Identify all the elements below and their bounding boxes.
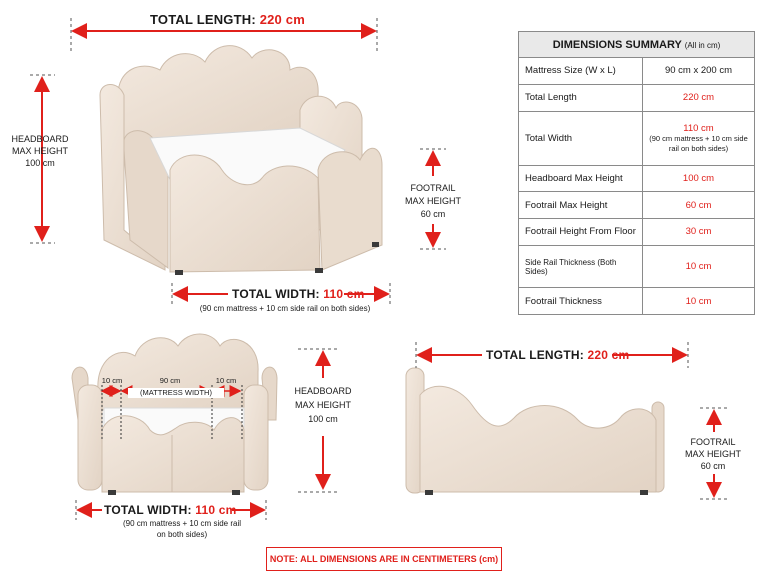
mattress-width-note: (MATTRESS WIDTH) xyxy=(128,388,224,398)
table-row: Footrail Thickness 10 cm xyxy=(519,288,755,315)
headboard-height-label: HEADBOARD MAX HEIGHT 100 cm xyxy=(11,134,69,168)
bed-front-view-illustration xyxy=(72,334,277,495)
rail-right-label: 10 cm xyxy=(215,376,237,385)
front-total-width-label: TOTAL WIDTH: 110 cm xyxy=(104,503,237,517)
total-width-label: TOTAL WIDTH: 110 cm xyxy=(232,287,365,301)
total-length-label: TOTAL LENGTH: 220 cm xyxy=(150,12,305,27)
table-row: Mattress Size (W x L) 90 cm x 200 cm xyxy=(519,58,755,85)
footrail-height-label: FOOTRAIL MAX HEIGHT 60 cm xyxy=(404,183,461,219)
side-total-length-label: TOTAL LENGTH: 220 cm xyxy=(486,348,630,362)
total-width-note: (90 cm mattress + 10 cm side rail on both sides) xyxy=(199,304,371,313)
side-footrail-height-label: FOOTRAIL MAX HEIGHT 60 cm xyxy=(684,437,741,471)
table-row: Headboard Max Height 100 cm xyxy=(519,165,755,192)
summary-title: DIMENSIONS SUMMARY (All in cm) xyxy=(519,32,755,58)
units-note: NOTE: ALL DIMENSIONS ARE IN CENTIMETERS (cm) xyxy=(266,547,502,571)
rail-left-label: 10 cm xyxy=(101,376,123,385)
mattress-width-label: 90 cm xyxy=(159,376,181,385)
dimensions-summary-table xyxy=(518,31,755,315)
table-row: Side Rail Thickness (Both Sides) 10 cm xyxy=(519,245,755,287)
table-row: Total Width 110 cm (90 cm mattress + 10 cm side rail on both sides) xyxy=(519,111,755,165)
front-headboard-height-label: HEADBOARD MAX HEIGHT 100 cm xyxy=(294,386,352,424)
bed-perspective-illustration xyxy=(100,46,382,275)
table-row: Footrail Max Height 60 cm xyxy=(519,192,755,219)
front-total-width-note: (90 cm mattress + 10 cm side rail on both sides) xyxy=(122,519,242,539)
table-row: Footrail Height From Floor 30 cm xyxy=(519,219,755,246)
bed-side-view-illustration xyxy=(406,368,664,495)
table-row: Total Length 220 cm xyxy=(519,84,755,111)
